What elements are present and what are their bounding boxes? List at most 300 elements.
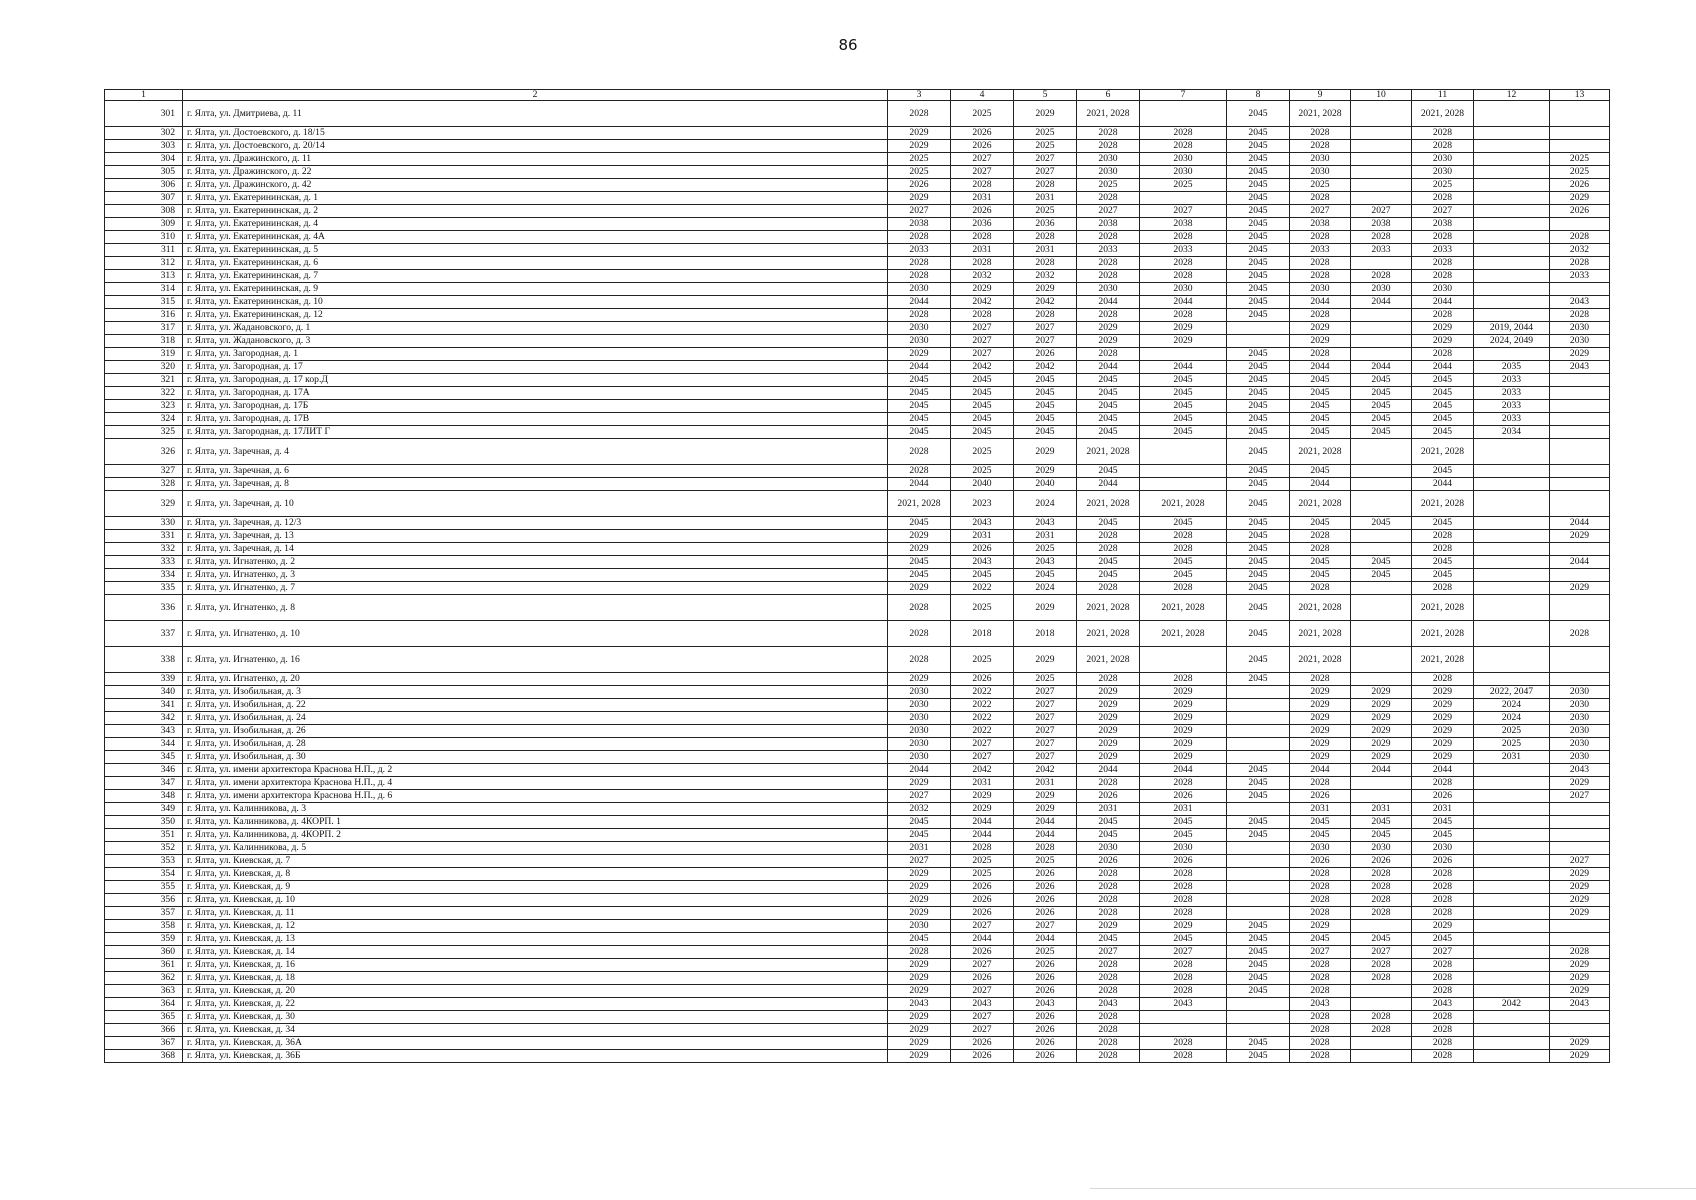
col-13-year-cell: 2030 — [1550, 699, 1610, 712]
col-13-year-cell — [1550, 101, 1610, 127]
address-cell: г. Ялта, ул. Достоевского, д. 18/15 — [183, 127, 888, 140]
col-10-year-cell — [1351, 647, 1412, 673]
col-11-year-cell: 2026 — [1412, 855, 1474, 868]
col-6-year-cell: 2028 — [1077, 959, 1140, 972]
col-7-year-cell — [1140, 465, 1227, 478]
col-4-year-cell: 2026 — [951, 881, 1014, 894]
col-10-year-cell — [1351, 140, 1412, 153]
address-cell: г. Ялта, ул. Изобильная, д. 30 — [183, 751, 888, 764]
col-12-year-cell — [1474, 868, 1550, 881]
col-3-year-cell: 2029 — [888, 972, 951, 985]
col-5-year-cell: 2029 — [1014, 101, 1077, 127]
col-11-year-cell: 2044 — [1412, 361, 1474, 374]
col-3-year-cell: 2025 — [888, 166, 951, 179]
col-3-year-cell: 2029 — [888, 1037, 951, 1050]
col-6-year-cell: 2031 — [1077, 803, 1140, 816]
col-8-year-cell: 2045 — [1227, 920, 1290, 933]
col-7-year-cell: 2028 — [1140, 881, 1227, 894]
col-7-year-cell: 2045 — [1140, 400, 1227, 413]
col-9-year-cell: 2027 — [1290, 205, 1351, 218]
col-9-year-cell: 2028 — [1290, 257, 1351, 270]
table-row — [105, 192, 1610, 205]
col-5-year-cell: 2026 — [1014, 894, 1077, 907]
col-4-year-cell: 2026 — [951, 1050, 1014, 1063]
col-13-year-cell: 2028 — [1550, 309, 1610, 322]
col-9-year-cell: 2045 — [1290, 933, 1351, 946]
col-9-year-cell: 2044 — [1290, 478, 1351, 491]
col-4-year-cell: 2043 — [951, 517, 1014, 530]
col-12-year-cell — [1474, 166, 1550, 179]
col-6-year-cell: 2021, 2028 — [1077, 647, 1140, 673]
col-9-year-cell: 2045 — [1290, 816, 1351, 829]
col-6-year-cell: 2029 — [1077, 335, 1140, 348]
col-7-year-cell: 2025 — [1140, 179, 1227, 192]
col-3-year-cell: 2028 — [888, 257, 951, 270]
col-11-year-cell: 2028 — [1412, 231, 1474, 244]
col-7-year-cell — [1140, 1024, 1227, 1037]
col-11-year-cell: 2028 — [1412, 582, 1474, 595]
col-11-year-cell: 2021, 2028 — [1412, 439, 1474, 465]
address-cell: г. Ялта, ул. Екатерининская, д. 7 — [183, 270, 888, 283]
col-3-year-cell: 2027 — [888, 790, 951, 803]
address-cell: г. Ялта, ул. Игнатенко, д. 16 — [183, 647, 888, 673]
table-row — [105, 959, 1610, 972]
col-9-year-cell: 2029 — [1290, 322, 1351, 335]
col-7-year-cell: 2028 — [1140, 1050, 1227, 1063]
col-13-year-cell: 2043 — [1550, 361, 1610, 374]
col-6-year-cell: 2027 — [1077, 946, 1140, 959]
address-cell: г. Ялта, ул. Киевская, д. 18 — [183, 972, 888, 985]
col-8-year-cell: 2045 — [1227, 426, 1290, 439]
table-row — [105, 855, 1610, 868]
col-5-year-cell: 2031 — [1014, 777, 1077, 790]
address-cell: г. Ялта, ул. Заречная, д. 14 — [183, 543, 888, 556]
table-row — [105, 946, 1610, 959]
col-13-year-cell — [1550, 1011, 1610, 1024]
col-4-year-cell: 2022 — [951, 725, 1014, 738]
col-10-year-cell — [1351, 257, 1412, 270]
col-7-year-cell: 2045 — [1140, 387, 1227, 400]
col-11-year-cell: 2045 — [1412, 465, 1474, 478]
col-3-year-cell: 2029 — [888, 348, 951, 361]
table-row — [105, 790, 1610, 803]
col-5-year-cell: 2028 — [1014, 257, 1077, 270]
col-11-year-cell: 2028 — [1412, 1024, 1474, 1037]
col-8-year-cell: 2045 — [1227, 387, 1290, 400]
col-13-year-cell — [1550, 140, 1610, 153]
row-number-cell: 312 — [105, 257, 183, 270]
col-7-year-cell: 2045 — [1140, 413, 1227, 426]
address-cell: г. Ялта, ул. Екатерининская, д. 4А — [183, 231, 888, 244]
col-10-year-cell — [1351, 465, 1412, 478]
col-10-year-cell: 2045 — [1351, 387, 1412, 400]
col-11-year-cell: 2038 — [1412, 218, 1474, 231]
col-7-year-cell: 2027 — [1140, 205, 1227, 218]
col-12-year-cell: 2031 — [1474, 751, 1550, 764]
table-row — [105, 972, 1610, 985]
table-row — [105, 270, 1610, 283]
col-4-year-cell: 2029 — [951, 283, 1014, 296]
table-row — [105, 322, 1610, 335]
address-cell: г. Ялта, ул. Екатерининская, д. 6 — [183, 257, 888, 270]
col-9-year-cell: 2026 — [1290, 790, 1351, 803]
col-11-year-cell: 2028 — [1412, 777, 1474, 790]
col-13-year-cell: 2029 — [1550, 868, 1610, 881]
col-13-year-cell: 2029 — [1550, 1037, 1610, 1050]
table-row — [105, 1050, 1610, 1063]
col-4-year-cell: 2026 — [951, 907, 1014, 920]
col-8-year-cell: 2045 — [1227, 569, 1290, 582]
col-6-year-cell: 2029 — [1077, 920, 1140, 933]
col-3-year-cell: 2038 — [888, 218, 951, 231]
column-number-header: 4 — [951, 90, 1014, 101]
col-9-year-cell: 2029 — [1290, 751, 1351, 764]
col-11-year-cell: 2031 — [1412, 803, 1474, 816]
col-10-year-cell: 2028 — [1351, 1011, 1412, 1024]
col-4-year-cell: 2044 — [951, 816, 1014, 829]
col-6-year-cell: 2021, 2028 — [1077, 101, 1140, 127]
col-7-year-cell: 2021, 2028 — [1140, 491, 1227, 517]
col-9-year-cell: 2021, 2028 — [1290, 439, 1351, 465]
col-5-year-cell: 2028 — [1014, 231, 1077, 244]
col-9-year-cell: 2045 — [1290, 465, 1351, 478]
col-4-year-cell: 2028 — [951, 179, 1014, 192]
col-10-year-cell: 2028 — [1351, 868, 1412, 881]
col-5-year-cell: 2042 — [1014, 764, 1077, 777]
col-10-year-cell — [1351, 920, 1412, 933]
address-cell: г. Ялта, ул. Заречная, д. 4 — [183, 439, 888, 465]
col-11-year-cell: 2028 — [1412, 530, 1474, 543]
col-13-year-cell: 2030 — [1550, 322, 1610, 335]
address-cell: г. Ялта, ул. Киевская, д. 36А — [183, 1037, 888, 1050]
col-7-year-cell: 2029 — [1140, 920, 1227, 933]
row-number-cell: 325 — [105, 426, 183, 439]
row-number-cell: 343 — [105, 725, 183, 738]
row-number-cell: 333 — [105, 556, 183, 569]
col-3-year-cell: 2030 — [888, 920, 951, 933]
row-number-cell: 364 — [105, 998, 183, 1011]
col-6-year-cell: 2028 — [1077, 231, 1140, 244]
col-5-year-cell: 2025 — [1014, 127, 1077, 140]
address-cell: г. Ялта, ул. имени архитектора Краснова Н.П., д. 6 — [183, 790, 888, 803]
col-4-year-cell: 2043 — [951, 556, 1014, 569]
col-12-year-cell: 2022, 2047 — [1474, 686, 1550, 699]
col-6-year-cell: 2030 — [1077, 283, 1140, 296]
col-4-year-cell: 2031 — [951, 192, 1014, 205]
col-3-year-cell: 2028 — [888, 439, 951, 465]
col-11-year-cell: 2028 — [1412, 881, 1474, 894]
col-3-year-cell: 2044 — [888, 296, 951, 309]
row-number-cell: 352 — [105, 842, 183, 855]
address-cell: г. Ялта, ул. Заречная, д. 10 — [183, 491, 888, 517]
col-6-year-cell: 2030 — [1077, 166, 1140, 179]
col-13-year-cell: 2043 — [1550, 998, 1610, 1011]
col-11-year-cell: 2027 — [1412, 946, 1474, 959]
row-number-cell: 306 — [105, 179, 183, 192]
col-9-year-cell: 2030 — [1290, 166, 1351, 179]
row-number-cell: 368 — [105, 1050, 183, 1063]
col-6-year-cell: 2045 — [1077, 400, 1140, 413]
col-5-year-cell: 2027 — [1014, 699, 1077, 712]
col-8-year-cell: 2045 — [1227, 1050, 1290, 1063]
col-13-year-cell: 2029 — [1550, 1050, 1610, 1063]
col-8-year-cell: 2045 — [1227, 361, 1290, 374]
row-number-cell: 307 — [105, 192, 183, 205]
row-number-cell: 330 — [105, 517, 183, 530]
col-9-year-cell: 2028 — [1290, 1037, 1351, 1050]
address-cell: г. Ялта, ул. Екатерининская, д. 2 — [183, 205, 888, 218]
col-12-year-cell: 2024 — [1474, 712, 1550, 725]
col-3-year-cell: 2028 — [888, 647, 951, 673]
col-4-year-cell: 2026 — [951, 127, 1014, 140]
col-7-year-cell: 2030 — [1140, 166, 1227, 179]
table-row — [105, 517, 1610, 530]
col-3-year-cell: 2045 — [888, 413, 951, 426]
col-11-year-cell: 2026 — [1412, 790, 1474, 803]
col-8-year-cell — [1227, 894, 1290, 907]
col-6-year-cell: 2028 — [1077, 1024, 1140, 1037]
col-11-year-cell: 2028 — [1412, 127, 1474, 140]
col-6-year-cell: 2028 — [1077, 673, 1140, 686]
col-13-year-cell: 2028 — [1550, 621, 1610, 647]
col-4-year-cell: 2045 — [951, 569, 1014, 582]
col-7-year-cell: 2029 — [1140, 335, 1227, 348]
col-10-year-cell — [1351, 491, 1412, 517]
col-4-year-cell: 2027 — [951, 738, 1014, 751]
col-3-year-cell: 2029 — [888, 530, 951, 543]
col-8-year-cell — [1227, 738, 1290, 751]
col-5-year-cell: 2026 — [1014, 1024, 1077, 1037]
address-cell: г. Ялта, ул. Изобильная, д. 28 — [183, 738, 888, 751]
col-8-year-cell — [1227, 868, 1290, 881]
col-5-year-cell: 2027 — [1014, 166, 1077, 179]
col-7-year-cell: 2028 — [1140, 270, 1227, 283]
table-row — [105, 894, 1610, 907]
row-number-cell: 337 — [105, 621, 183, 647]
table-row — [105, 1037, 1610, 1050]
address-cell: г. Ялта, ул. Киевская, д. 10 — [183, 894, 888, 907]
col-13-year-cell: 2029 — [1550, 894, 1610, 907]
address-cell: г. Ялта, ул. Екатерининская, д. 4 — [183, 218, 888, 231]
col-12-year-cell — [1474, 1011, 1550, 1024]
col-10-year-cell — [1351, 1050, 1412, 1063]
col-11-year-cell: 2045 — [1412, 829, 1474, 842]
col-13-year-cell — [1550, 426, 1610, 439]
col-10-year-cell: 2044 — [1351, 764, 1412, 777]
table-row — [105, 556, 1610, 569]
col-13-year-cell: 2029 — [1550, 348, 1610, 361]
col-10-year-cell: 2030 — [1351, 283, 1412, 296]
table-row — [105, 712, 1610, 725]
col-6-year-cell: 2029 — [1077, 751, 1140, 764]
col-3-year-cell: 2045 — [888, 816, 951, 829]
table-row — [105, 361, 1610, 374]
row-number-cell: 344 — [105, 738, 183, 751]
col-7-year-cell — [1140, 478, 1227, 491]
col-6-year-cell: 2043 — [1077, 998, 1140, 1011]
col-12-year-cell — [1474, 205, 1550, 218]
table-row — [105, 166, 1610, 179]
table-row — [105, 309, 1610, 322]
col-5-year-cell: 2027 — [1014, 725, 1077, 738]
col-13-year-cell: 2029 — [1550, 881, 1610, 894]
col-11-year-cell: 2028 — [1412, 1050, 1474, 1063]
col-10-year-cell: 2026 — [1351, 855, 1412, 868]
col-12-year-cell — [1474, 673, 1550, 686]
col-12-year-cell — [1474, 192, 1550, 205]
col-5-year-cell: 2036 — [1014, 218, 1077, 231]
col-12-year-cell — [1474, 296, 1550, 309]
col-13-year-cell — [1550, 478, 1610, 491]
table-row — [105, 335, 1610, 348]
col-11-year-cell: 2045 — [1412, 374, 1474, 387]
col-10-year-cell: 2029 — [1351, 738, 1412, 751]
col-11-year-cell: 2045 — [1412, 933, 1474, 946]
col-8-year-cell — [1227, 907, 1290, 920]
col-7-year-cell: 2028 — [1140, 257, 1227, 270]
col-8-year-cell: 2045 — [1227, 205, 1290, 218]
col-3-year-cell: 2045 — [888, 400, 951, 413]
col-10-year-cell — [1351, 101, 1412, 127]
col-12-year-cell — [1474, 439, 1550, 465]
col-3-year-cell: 2029 — [888, 582, 951, 595]
col-11-year-cell: 2021, 2028 — [1412, 491, 1474, 517]
col-4-year-cell: 2045 — [951, 426, 1014, 439]
col-9-year-cell: 2029 — [1290, 712, 1351, 725]
col-3-year-cell: 2033 — [888, 244, 951, 257]
col-5-year-cell: 2028 — [1014, 179, 1077, 192]
col-8-year-cell — [1227, 322, 1290, 335]
column-number-header: 9 — [1290, 90, 1351, 101]
col-6-year-cell: 2028 — [1077, 309, 1140, 322]
col-4-year-cell: 2027 — [951, 166, 1014, 179]
col-3-year-cell: 2029 — [888, 1024, 951, 1037]
col-3-year-cell: 2029 — [888, 907, 951, 920]
col-13-year-cell — [1550, 816, 1610, 829]
col-7-year-cell: 2044 — [1140, 764, 1227, 777]
col-8-year-cell: 2045 — [1227, 478, 1290, 491]
col-8-year-cell — [1227, 881, 1290, 894]
col-10-year-cell: 2028 — [1351, 231, 1412, 244]
col-3-year-cell: 2044 — [888, 478, 951, 491]
col-4-year-cell: 2026 — [951, 140, 1014, 153]
col-12-year-cell — [1474, 582, 1550, 595]
col-11-year-cell: 2028 — [1412, 309, 1474, 322]
col-6-year-cell: 2029 — [1077, 712, 1140, 725]
row-number-cell: 308 — [105, 205, 183, 218]
col-9-year-cell: 2028 — [1290, 959, 1351, 972]
address-cell: г. Ялта, ул. Дражинского, д. 42 — [183, 179, 888, 192]
col-3-year-cell: 2030 — [888, 699, 951, 712]
col-3-year-cell: 2044 — [888, 361, 951, 374]
col-3-year-cell: 2030 — [888, 725, 951, 738]
table-row — [105, 699, 1610, 712]
col-13-year-cell — [1550, 543, 1610, 556]
col-3-year-cell: 2045 — [888, 517, 951, 530]
col-12-year-cell — [1474, 777, 1550, 790]
col-4-year-cell: 2027 — [951, 322, 1014, 335]
col-8-year-cell: 2045 — [1227, 777, 1290, 790]
table-row — [105, 907, 1610, 920]
col-8-year-cell: 2045 — [1227, 530, 1290, 543]
table-row — [105, 647, 1610, 673]
col-11-year-cell: 2029 — [1412, 920, 1474, 933]
table-row — [105, 1024, 1610, 1037]
col-7-year-cell: 2043 — [1140, 998, 1227, 1011]
col-3-year-cell: 2021, 2028 — [888, 491, 951, 517]
col-10-year-cell: 2029 — [1351, 699, 1412, 712]
address-cell: г. Ялта, ул. Екатерининская, д. 9 — [183, 283, 888, 296]
column-number-header: 12 — [1474, 90, 1550, 101]
col-6-year-cell: 2021, 2028 — [1077, 491, 1140, 517]
col-9-year-cell: 2021, 2028 — [1290, 595, 1351, 621]
address-cell: г. Ялта, ул. Екатерининская, д. 5 — [183, 244, 888, 257]
table-row — [105, 530, 1610, 543]
address-cell: г. Ялта, ул. Загородная, д. 17Б — [183, 400, 888, 413]
col-12-year-cell — [1474, 465, 1550, 478]
col-10-year-cell: 2045 — [1351, 374, 1412, 387]
col-8-year-cell: 2045 — [1227, 959, 1290, 972]
row-number-cell: 311 — [105, 244, 183, 257]
col-3-year-cell: 2029 — [888, 777, 951, 790]
col-7-year-cell: 2045 — [1140, 829, 1227, 842]
col-8-year-cell: 2045 — [1227, 179, 1290, 192]
col-7-year-cell: 2028 — [1140, 777, 1227, 790]
col-12-year-cell — [1474, 218, 1550, 231]
row-number-cell: 336 — [105, 595, 183, 621]
col-9-year-cell: 2045 — [1290, 374, 1351, 387]
col-5-year-cell: 2025 — [1014, 543, 1077, 556]
col-4-year-cell: 2029 — [951, 803, 1014, 816]
col-7-year-cell — [1140, 439, 1227, 465]
col-3-year-cell: 2028 — [888, 621, 951, 647]
col-8-year-cell — [1227, 725, 1290, 738]
col-5-year-cell: 2026 — [1014, 1037, 1077, 1050]
col-9-year-cell: 2045 — [1290, 829, 1351, 842]
col-9-year-cell: 2033 — [1290, 244, 1351, 257]
col-10-year-cell: 2045 — [1351, 413, 1412, 426]
col-5-year-cell: 2045 — [1014, 569, 1077, 582]
col-8-year-cell — [1227, 842, 1290, 855]
col-7-year-cell: 2045 — [1140, 517, 1227, 530]
table-row — [105, 881, 1610, 894]
col-13-year-cell: 2029 — [1550, 777, 1610, 790]
col-8-year-cell: 2045 — [1227, 439, 1290, 465]
col-10-year-cell — [1351, 673, 1412, 686]
col-9-year-cell: 2031 — [1290, 803, 1351, 816]
col-4-year-cell: 2025 — [951, 439, 1014, 465]
address-cell: г. Ялта, ул. Изобильная, д. 24 — [183, 712, 888, 725]
col-3-year-cell: 2044 — [888, 764, 951, 777]
col-3-year-cell: 2030 — [888, 686, 951, 699]
col-8-year-cell: 2045 — [1227, 101, 1290, 127]
col-9-year-cell: 2028 — [1290, 881, 1351, 894]
col-11-year-cell: 2028 — [1412, 348, 1474, 361]
column-number-header: 13 — [1550, 90, 1610, 101]
col-12-year-cell: 2025 — [1474, 738, 1550, 751]
col-12-year-cell: 2019, 2044 — [1474, 322, 1550, 335]
col-3-year-cell: 2030 — [888, 283, 951, 296]
col-9-year-cell: 2028 — [1290, 543, 1351, 556]
address-cell: г. Ялта, ул. Киевская, д. 12 — [183, 920, 888, 933]
col-7-year-cell: 2045 — [1140, 426, 1227, 439]
col-3-year-cell: 2029 — [888, 985, 951, 998]
col-3-year-cell: 2045 — [888, 426, 951, 439]
col-7-year-cell — [1140, 647, 1227, 673]
table-row — [105, 257, 1610, 270]
col-4-year-cell: 2026 — [951, 543, 1014, 556]
col-6-year-cell: 2028 — [1077, 881, 1140, 894]
